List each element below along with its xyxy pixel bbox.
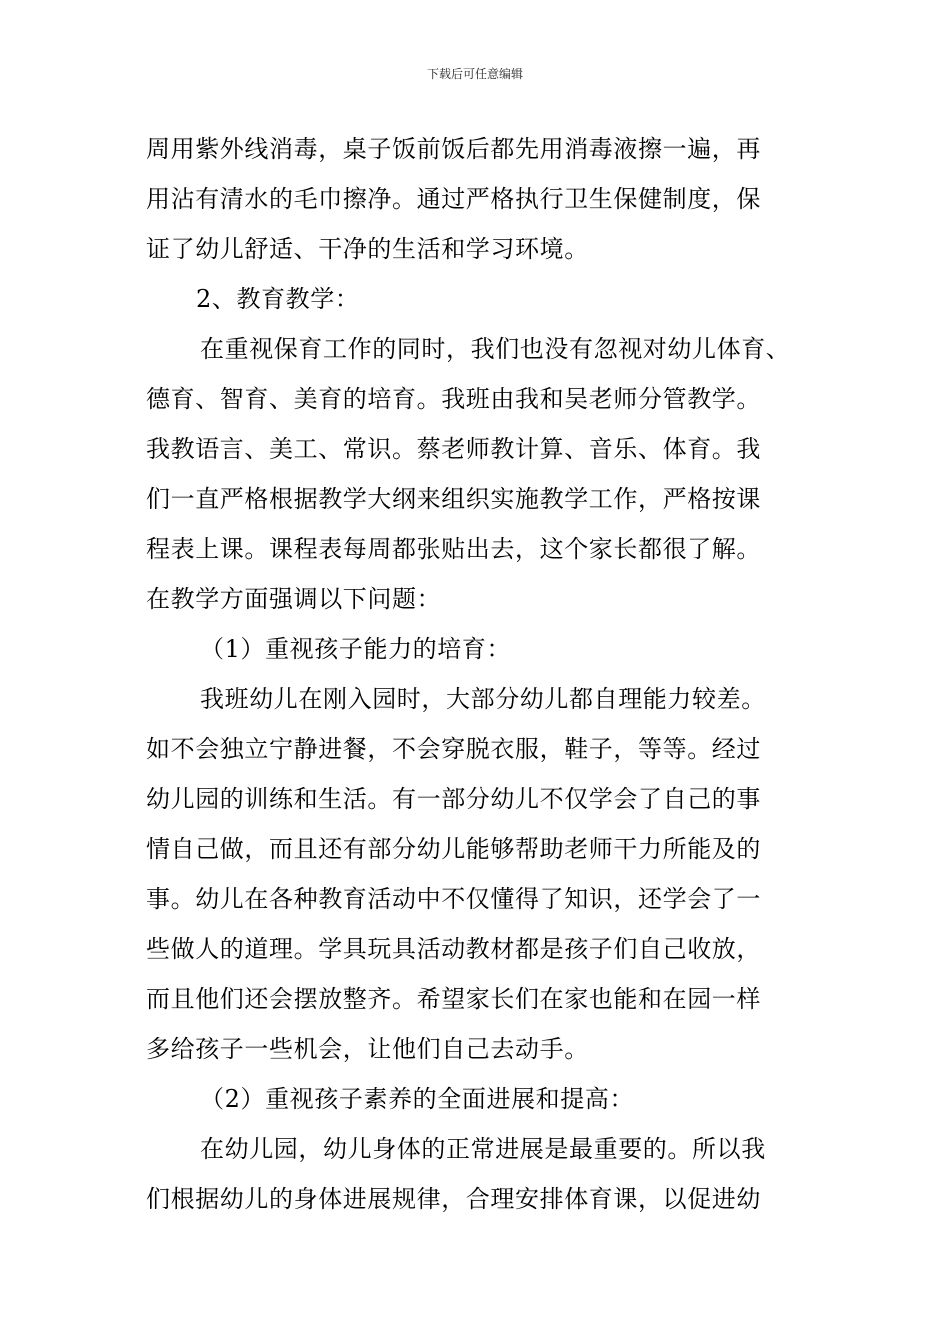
paragraph-first-line: 我班幼儿在刚入园时，大部分幼儿都自理能力较差。 [200, 685, 766, 713]
subsection-heading: （2）重视孩子素养的全面进展和提高： [200, 1085, 635, 1113]
body-line: 程表上课。课程表每周都张贴出去，这个家长都很了解。 [146, 535, 761, 563]
page-header-note: 下载后可任意编辑 [426, 67, 523, 81]
body-line: 在教学方面强调以下问题： [146, 585, 442, 613]
paragraph-first-line: 在重视保育工作的同时，我们也没有忽视对幼儿体育、 [200, 335, 791, 363]
body-line: 些做人的道理。学具玩具活动教材都是孩子们自己收放， [146, 935, 761, 963]
body-line: 幼儿园的训练和生活。有一部分幼儿不仅学会了自己的事 [146, 785, 761, 813]
subsection-heading: （1）重视孩子能力的培育： [200, 635, 512, 663]
body-line: 我教语言、美工、常识。蔡老师教计算、音乐、体育。我 [146, 435, 761, 463]
paragraph-first-line: 在幼儿园，幼儿身体的正常进展是最重要的。所以我 [200, 1135, 766, 1163]
body-line: 们根据幼儿的身体进展规律，合理安排体育课，以促进幼 [146, 1185, 761, 1213]
body-line: 情自己做，而且还有部分幼儿能够帮助老师干力所能及的 [146, 835, 761, 863]
body-line: 如不会独立宁静进餐，不会穿脱衣服，鞋子，等等。经过 [146, 735, 761, 763]
body-line: 们一直严格根据教学大纲来组织实施教学工作，严格按课 [146, 485, 761, 513]
body-line: 证了幼儿舒适、干净的生活和学习环境。 [146, 235, 589, 263]
section-heading: 2、教育教学： [196, 285, 360, 313]
body-line: 周用紫外线消毒，桌子饭前饭后都先用消毒液擦一遍，再 [146, 135, 761, 163]
body-line: 而且他们还会摆放整齐。希望家长们在家也能和在园一样 [146, 985, 761, 1013]
body-line: 事。幼儿在各种教育活动中不仅懂得了知识，还学会了一 [146, 885, 761, 913]
body-line: 用沾有清水的毛巾擦净。通过严格执行卫生保健制度，保 [146, 185, 761, 213]
body-line: 德育、智育、美育的培育。我班由我和吴老师分管教学。 [146, 385, 761, 413]
body-line: 多给孩子一些机会，让他们自己去动手。 [146, 1035, 589, 1063]
